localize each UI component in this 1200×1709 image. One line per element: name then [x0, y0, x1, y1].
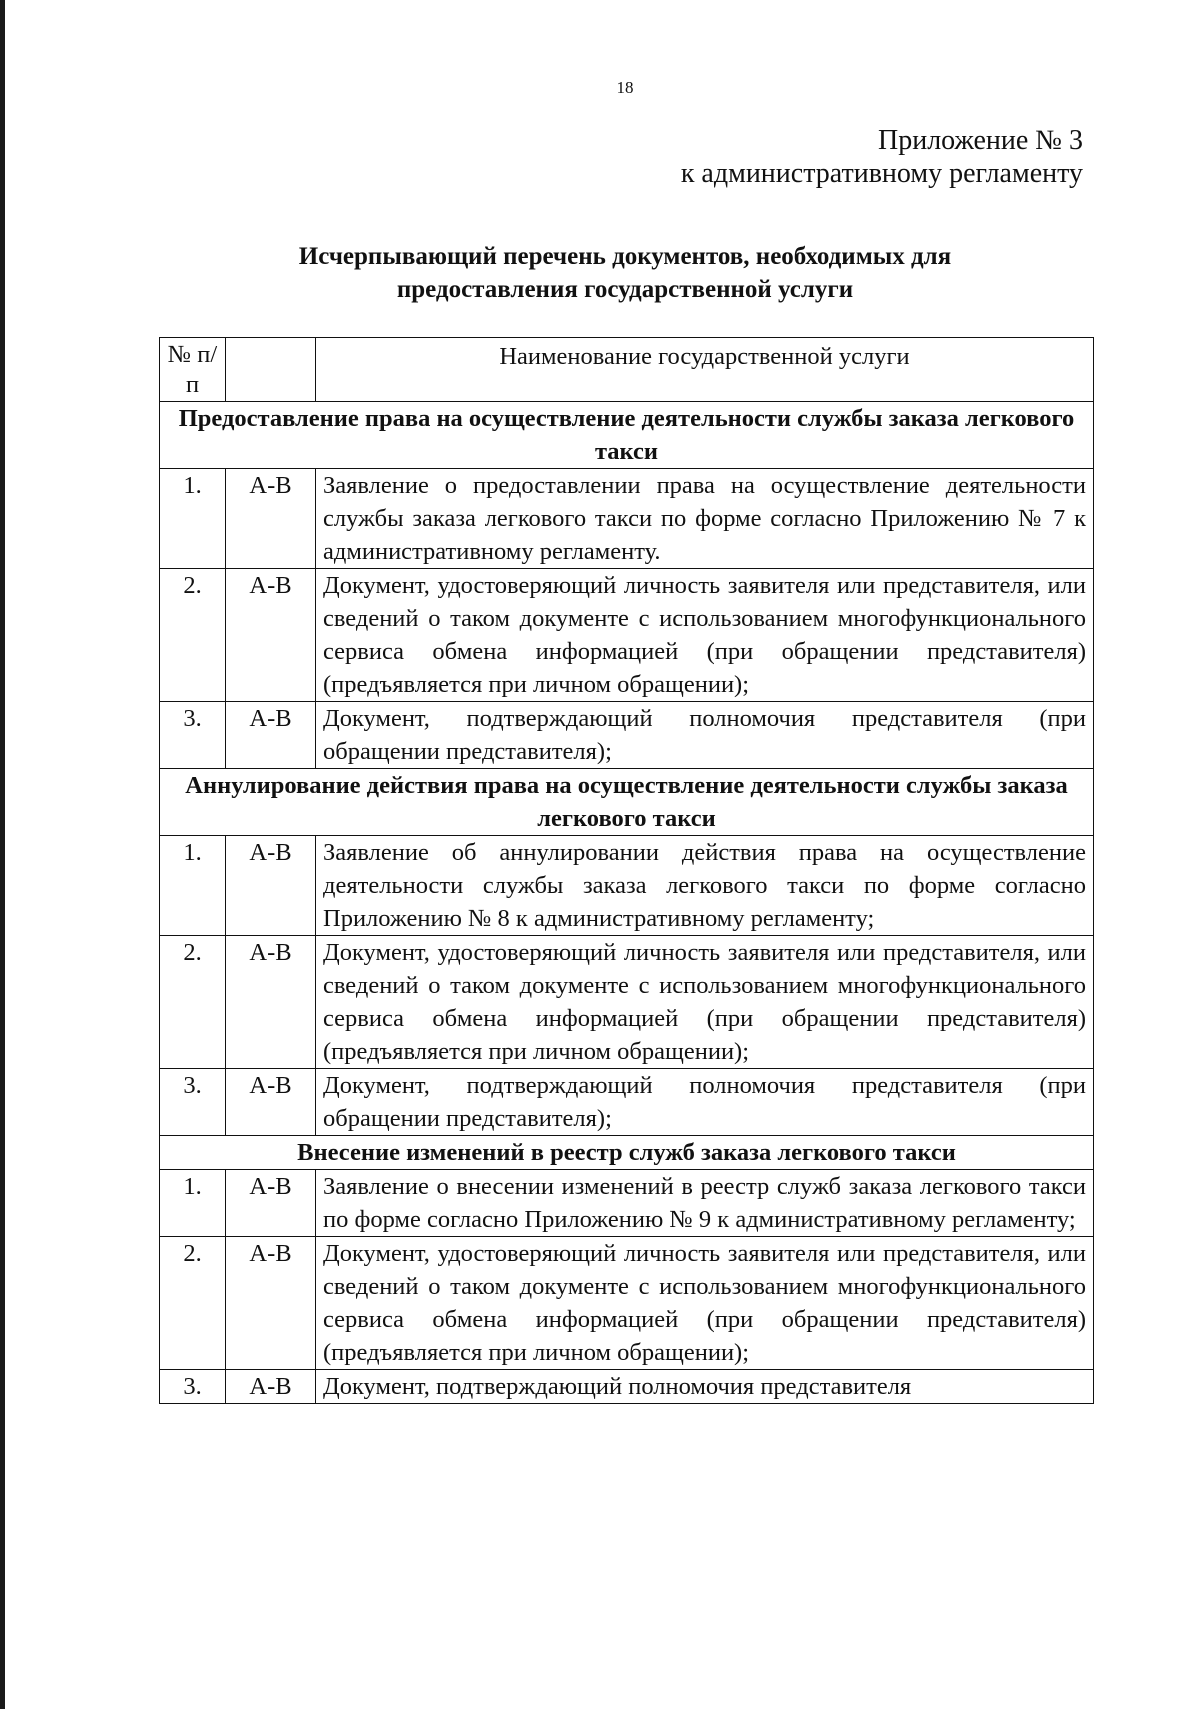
row-number: 2.	[160, 1237, 226, 1370]
document-title-line-2: предоставления государственной услуги	[396, 276, 854, 303]
table-row	[160, 569, 1094, 702]
document-title	[160, 240, 1090, 306]
appendix-number: Приложение № 3	[878, 125, 1083, 156]
row-number: 1.	[160, 469, 226, 569]
row-number: 1.	[160, 836, 226, 936]
table-header-row	[160, 338, 1094, 402]
row-document: Документ, удостоверяющий личность заявителя или представителя, или сведений о таком документе с использованием многофункционального сервиса обмена информацией (при обращении представителя) (предъявляется при личном обращении);	[316, 569, 1094, 702]
section-row	[160, 769, 1094, 836]
header-service-name: Наименование государственной услуги	[316, 338, 1094, 402]
documents-table	[159, 337, 1094, 1404]
header-code	[226, 338, 316, 402]
row-document: Заявление о внесении изменений в реестр служб заказа легкового такси по форме согласно Приложению № 9 к административному регламенту;	[316, 1170, 1094, 1237]
row-document: Заявление о предоставлении права на осуществление деятельности службы заказа легкового такси по форме согласно Приложению № 7 к административному регламенту.	[316, 469, 1094, 569]
appendix-target: к административному регламенту	[680, 158, 1083, 189]
table-row	[160, 702, 1094, 769]
row-code: А-В	[226, 469, 316, 569]
section-title: Предоставление права на осуществление деятельности службы заказа легкового такси	[160, 402, 1094, 469]
table-row	[160, 936, 1094, 1069]
row-code: А-В	[226, 1069, 316, 1136]
row-number: 1.	[160, 1170, 226, 1237]
table-row	[160, 1170, 1094, 1237]
section-row	[160, 402, 1094, 469]
table-row	[160, 836, 1094, 936]
row-document: Документ, удостоверяющий личность заявителя или представителя, или сведений о таком документе с использованием многофункционального сервиса обмена информацией (при обращении представителя) (предъявляется при личном обращении);	[316, 936, 1094, 1069]
row-number: 3.	[160, 1370, 226, 1404]
row-number: 2.	[160, 569, 226, 702]
row-number: 2.	[160, 936, 226, 1069]
row-code: А-В	[226, 1170, 316, 1237]
row-document: Документ, подтверждающий полномочия представителя (при обращении представителя);	[316, 1069, 1094, 1136]
table-row	[160, 1237, 1094, 1370]
row-number: 3.	[160, 1069, 226, 1136]
page-number: 18	[616, 78, 634, 97]
row-document: Заявление об аннулировании действия права на осуществление деятельности службы заказа легкового такси по форме согласно Приложению № 8 к административному регламенту;	[316, 836, 1094, 936]
table-row	[160, 469, 1094, 569]
row-code: А-В	[226, 836, 316, 936]
appendix-reference	[681, 124, 1083, 190]
row-code: А-В	[226, 1370, 316, 1404]
section-title: Внесение изменений в реестр служб заказа легкового такси	[160, 1136, 1094, 1170]
row-document: Документ, подтверждающий полномочия представителя (при обращении представителя);	[316, 702, 1094, 769]
scan-edge	[0, 0, 5, 1709]
row-number: 3.	[160, 702, 226, 769]
table-row	[160, 1069, 1094, 1136]
row-code: А-В	[226, 702, 316, 769]
row-code: А-В	[226, 936, 316, 1069]
table-row	[160, 1370, 1094, 1404]
header-number: № п/п	[160, 338, 226, 402]
section-title: Аннулирование действия права на осуществление деятельности службы заказа легкового такси	[160, 769, 1094, 836]
row-document: Документ, удостоверяющий личность заявителя или представителя, или сведений о таком документе с использованием многофункционального сервиса обмена информацией (при обращении представителя) (предъявляется при личном обращении);	[316, 1237, 1094, 1370]
row-code: А-В	[226, 569, 316, 702]
section-row	[160, 1136, 1094, 1170]
document-title-line-1: Исчерпывающий перечень документов, необходимых для	[298, 243, 952, 270]
row-document: Документ, подтверждающий полномочия представителя	[316, 1370, 1094, 1404]
row-code: А-В	[226, 1237, 316, 1370]
